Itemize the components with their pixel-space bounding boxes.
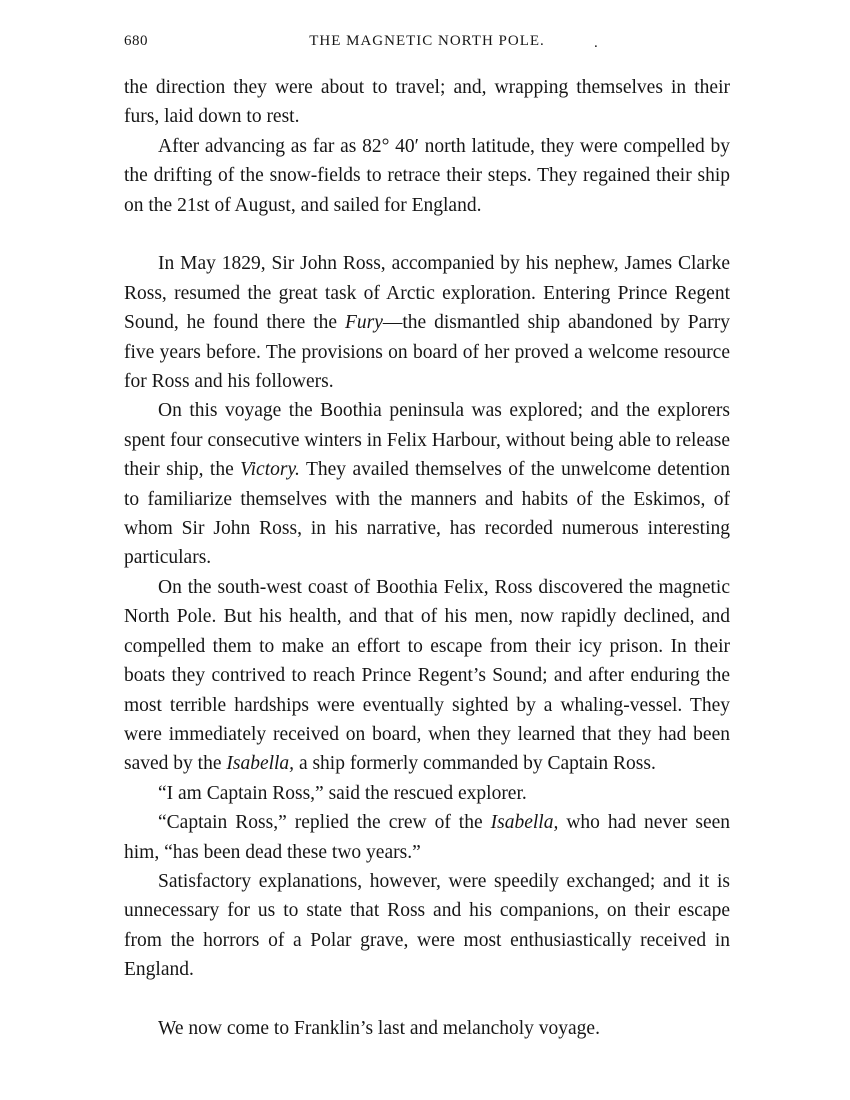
paragraph-2 xyxy=(124,132,730,220)
paragraph-4 xyxy=(124,396,730,572)
paragraph-3-text-a: In May 1829, Sir John Ross, accompanied by his nephew, James Clarke Ross, resumed the great task of Arctic exploration. Entering Prince Regent Sound, he found there the xyxy=(124,253,730,334)
paragraph-3-text-b: —the dismantled ship abandoned by Parry five years before. The provisions on board of her proved a welcome resource for Ross and his followers. xyxy=(124,312,730,393)
paragraph-7 xyxy=(124,808,730,867)
ship-name-isabella: Isabella, xyxy=(226,753,295,775)
paragraph-6 xyxy=(124,779,730,808)
ship-name-fury: Fury xyxy=(344,312,383,334)
header-dot: . xyxy=(594,35,599,51)
paragraph-2-text: After advancing as far as 82° 40′ north latitude, they were compelled by the drifting of the snow-fields to retrace their steps. They regained their ship on the 21st of August, and sailed for England. xyxy=(124,135,730,216)
paragraph-1-text: the direction they were about to travel; and, wrapping themselves in their furs, laid down to rest. xyxy=(124,77,730,128)
paragraph-1 xyxy=(124,73,730,132)
paragraph-8-text: Satisfactory explanations, however, were speedily exchanged; and it is unnecessary for us to state that Ross and his companions, on their escape from the horrors of a Polar grave, were most enthusiastically received in England. xyxy=(124,870,730,981)
paragraph-9 xyxy=(124,1014,730,1043)
paragraph-5-text-b: a ship formerly commanded by Captain Ross. xyxy=(294,753,656,775)
body-text xyxy=(124,73,730,1043)
page-header xyxy=(124,33,730,55)
paragraph-4-text-a: On this voyage the Boothia peninsula was explored; and the explorers spent four consecutive winters in Felix Harbour, without being able to release their ship, the xyxy=(124,400,730,481)
ship-name-victory: Victory. xyxy=(240,459,300,481)
paragraph-3 xyxy=(124,249,730,396)
paragraph-6-text: “I am Captain Ross,” said the rescued explorer. xyxy=(158,782,527,804)
page-number: 680 xyxy=(124,33,148,49)
paragraph-7-text-a: “Captain Ross,” replied the crew of the xyxy=(158,812,491,834)
running-title: THE MAGNETIC NORTH POLE. xyxy=(309,33,545,49)
paragraph-9-text: We now come to Franklin’s last and melancholy voyage. xyxy=(158,1017,600,1039)
paragraph-7-text-b: who had never seen him, “has been dead these two years.” xyxy=(124,812,730,863)
paragraph-4-text-b: They availed themselves of the unwelcome detention to familiarize themselves with the manners and habits of the Eskimos, of whom Sir John Ross, in his narrative, has recorded numerous interesting particulars. xyxy=(124,459,730,569)
ship-name-isabella-2: Isabella, xyxy=(490,812,559,834)
paragraph-8 xyxy=(124,867,730,985)
paragraph-5 xyxy=(124,573,730,779)
paragraph-5-text-a: On the south-west coast of Boothia Felix, Ross discovered the magnetic North Pole. But his health, and that of his men, now rapidly declined, and compelled them to make an effort to escape from their icy prison. In their boats they contrived to reach Prince Regent’s Sound; and after enduring the most terrible hardships were eventually sighted by a whaling-vessel. They were immediately received on board, when they learned that they had been saved by the xyxy=(124,576,730,775)
